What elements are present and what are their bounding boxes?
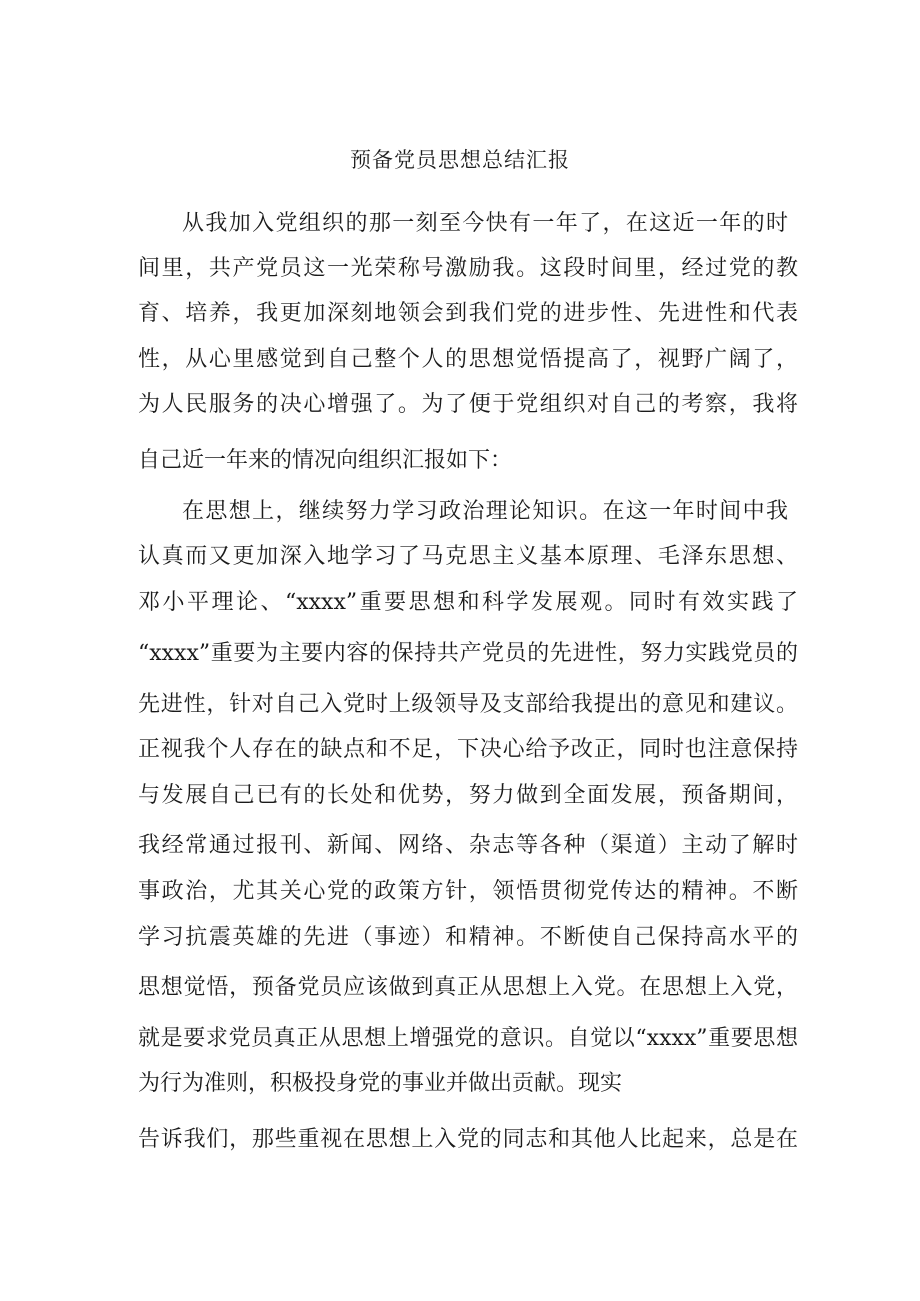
text-line: 育、培养，我更加深刻地领会到我们党的进步性、先进性和代表 xyxy=(138,301,798,326)
text-line: 邓小平理论、“xxxx”重要思想和科学发展观。同时有效实践了 xyxy=(138,590,798,615)
text-line: 从我加入党组织的那一刻至今快有一年了，在这近一年的时 xyxy=(182,211,788,236)
text-line: 自己近一年来的情况向组织汇报如下： xyxy=(138,448,513,473)
text-line: 性，从心里感觉到自己整个人的思想觉悟提高了，视野广阔了， xyxy=(138,347,798,372)
text-line: 我经常通过报刊、新闻、网络、杂志等各种（渠道）主动了解时 xyxy=(138,833,798,858)
text-line: 与发展自己已有的长处和优势，努力做到全面发展，预备期间， xyxy=(138,783,798,808)
text-line: 告诉我们，那些重视在思想上入党的同志和其他人比起来，总是在 xyxy=(138,1127,798,1152)
text-line: 先进性，针对自己入党时上级领导及支部给我提出的意见和建议。 xyxy=(138,692,798,717)
text-line: 就是要求党员真正从思想上增强党的意识。自觉以“xxxx”重要思想 xyxy=(138,1026,798,1051)
text-line: 认真而又更加深入地学习了马克思主义基本原理、毛泽东思想、 xyxy=(138,544,798,569)
text-line: 间里，共产党员这一光荣称号激励我。这段时间里，经过党的教 xyxy=(138,256,798,281)
text-line: 为人民服务的决心增强了。为了便于党组织对自己的考察，我将 xyxy=(138,392,798,417)
text-line: 思想觉悟，预备党员应该做到真正从思想上入党。在思想上入党， xyxy=(138,975,798,1000)
text-line: 在思想上，继续努力学习政治理论知识。在这一年时间中我 xyxy=(182,499,788,524)
text-line: 正视我个人存在的缺点和不足，下决心给予改正，同时也注意保持 xyxy=(138,737,798,762)
text-line: 为行为准则，积极投身党的事业并做出贡献。现实 xyxy=(138,1071,623,1096)
text-line: 学习抗震英雄的先进（事迹）和精神。不断使自己保持高水平的 xyxy=(138,925,798,950)
text-line: “xxxx”重要为主要内容的保持共产党员的先进性，努力实践党员的 xyxy=(138,641,798,666)
text-line: 事政治，尤其关心党的政策方针，领悟贯彻党传达的精神。不断 xyxy=(138,879,798,904)
document-title: 预备党员思想总结汇报 xyxy=(350,148,570,172)
